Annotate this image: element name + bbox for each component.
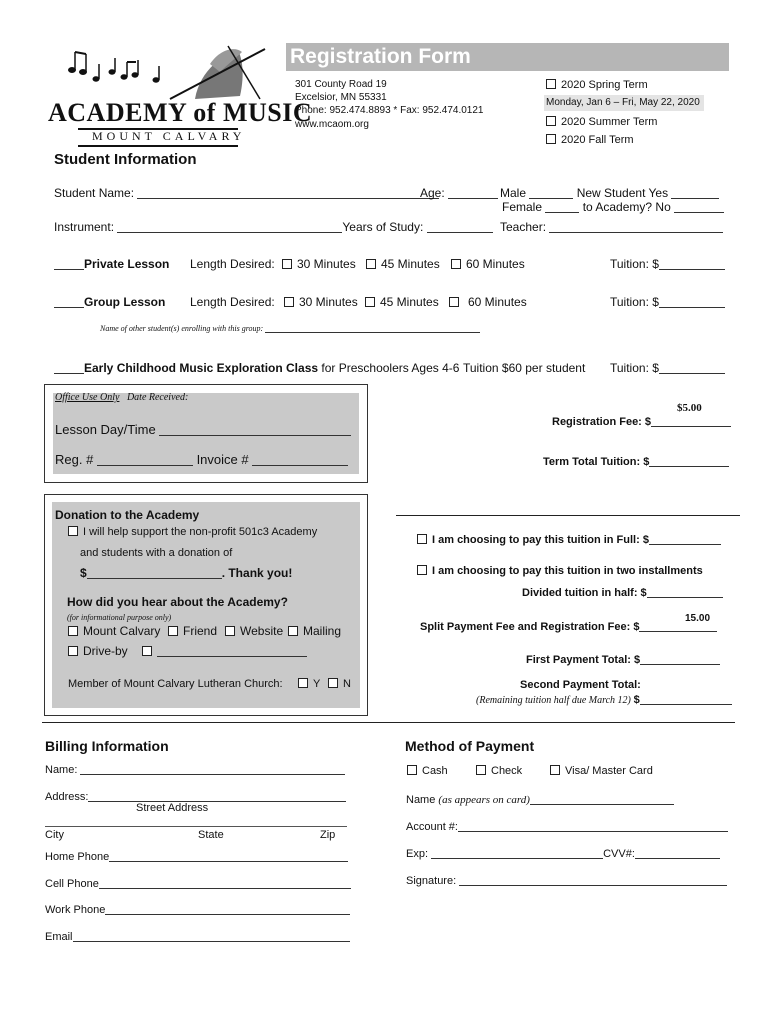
- work-phone-label: Work Phone: [45, 904, 106, 916]
- registration-fee-value: $5.00: [677, 402, 702, 414]
- group-note: Name of other student(s) enrolling with this group:: [100, 324, 264, 333]
- checkbox-icon[interactable]: [288, 626, 298, 636]
- instrument-field[interactable]: [117, 220, 342, 233]
- checkbox-icon[interactable]: [366, 259, 376, 269]
- second-payment-dollar: $: [633, 694, 640, 706]
- donation-thanks: . Thank you!: [221, 566, 293, 580]
- teacher-field[interactable]: [549, 220, 723, 233]
- zip-caption: Zip: [320, 829, 336, 841]
- pay-full-option[interactable]: I am choosing to pay this tuition in Full: $: [417, 532, 721, 546]
- invoice-field[interactable]: [252, 453, 348, 466]
- registration-fee-row: Registration Fee: $: [552, 414, 731, 428]
- split-fee-field[interactable]: [639, 619, 717, 632]
- group-students-field[interactable]: [265, 324, 480, 333]
- hear-note: (for informational purpose only): [67, 613, 172, 622]
- card-name-note: (as appears on card): [438, 794, 530, 806]
- hear-mailing-option[interactable]: Mailing: [288, 624, 341, 638]
- card-name-field[interactable]: [530, 792, 674, 805]
- to-academy-label: to Academy?: [582, 200, 653, 214]
- method-title: Method of Payment: [405, 738, 535, 754]
- private-tuition-row: Tuition: $: [610, 257, 725, 271]
- city-caption: City: [45, 829, 64, 841]
- cell-phone-label: Cell Phone: [45, 878, 99, 890]
- checkbox-icon[interactable]: [417, 565, 427, 575]
- checkbox-icon[interactable]: [328, 678, 338, 688]
- term-fall-option[interactable]: 2020 Fall Term: [546, 134, 634, 146]
- billing-title: Billing Information: [45, 738, 169, 754]
- church-no-option[interactable]: N: [328, 678, 351, 690]
- second-payment-label: Second Payment Total:: [520, 679, 641, 691]
- group-tuition-row: Tuition: $: [610, 295, 725, 309]
- email-label: Email: [45, 931, 73, 943]
- group-lesson-field[interactable]: [54, 295, 84, 308]
- cell-phone-field[interactable]: [99, 876, 351, 889]
- check-option[interactable]: Check: [476, 765, 522, 777]
- church-yes-option[interactable]: Y: [298, 678, 320, 690]
- phone-fax: Phone: 952.474.8893 * Fax: 952.474.0121: [295, 105, 484, 116]
- checkbox-icon[interactable]: [546, 79, 556, 89]
- hear-friend-option[interactable]: Friend: [168, 624, 217, 638]
- exp-field[interactable]: [431, 846, 603, 859]
- billing-name-label: Name:: [45, 764, 78, 776]
- signature-field[interactable]: [459, 873, 727, 886]
- pay-installments-option[interactable]: I am choosing to pay this tuition in two installments: [417, 565, 703, 577]
- term-total-field[interactable]: [649, 454, 729, 467]
- group-60-option[interactable]: 60 Minutes: [449, 295, 527, 309]
- group-45-option[interactable]: 45 Minutes: [365, 295, 439, 309]
- address-line2: Excelsior, MN 55331: [295, 92, 387, 103]
- work-phone-field[interactable]: [105, 902, 350, 915]
- email-field[interactable]: [73, 929, 350, 942]
- split-fee-value: 15.00: [685, 613, 711, 624]
- first-payment-field[interactable]: [640, 652, 720, 665]
- new-student-no-field[interactable]: [674, 200, 724, 213]
- split-fee-row: Split Payment Fee and Registration Fee: $: [420, 619, 717, 633]
- checkbox-icon[interactable]: [142, 646, 152, 656]
- term-summer-option[interactable]: 2020 Summer Term: [546, 116, 657, 128]
- office-use-label: Office Use Only: [55, 392, 120, 403]
- hear-other-option[interactable]: [142, 644, 307, 658]
- cash-option[interactable]: Cash: [407, 765, 448, 777]
- divided-tuition-row: Divided tuition in half: $: [522, 585, 723, 599]
- checkbox-icon[interactable]: [68, 526, 78, 536]
- second-payment-field[interactable]: [640, 692, 732, 705]
- checkbox-icon[interactable]: [225, 626, 235, 636]
- exp-label: Exp:: [406, 848, 429, 860]
- male-label: Male: [500, 186, 527, 200]
- early-childhood-field[interactable]: [54, 361, 84, 374]
- group-length-label: Length Desired:: [190, 295, 275, 309]
- checkbox-icon[interactable]: [550, 765, 560, 775]
- first-payment-row: First Payment Total: $: [526, 652, 720, 666]
- early-tuition-field[interactable]: [659, 361, 725, 374]
- checkbox-icon[interactable]: [407, 765, 417, 775]
- divider-line: [396, 515, 740, 516]
- lesson-day-label: Lesson Day/Time: [55, 422, 156, 437]
- age-field[interactable]: [448, 186, 498, 199]
- billing-name-field[interactable]: [80, 762, 345, 775]
- checkbox-icon[interactable]: [298, 678, 308, 688]
- account-label: Account #:: [406, 821, 458, 833]
- no-label: No: [655, 200, 671, 214]
- second-payment-note: (Remaining tuition half due March 12): [476, 695, 631, 706]
- new-student-yes-field[interactable]: [671, 186, 719, 199]
- address-line1: 301 County Road 19: [295, 79, 387, 90]
- years-field[interactable]: [427, 220, 493, 233]
- hear-driveby-option[interactable]: Drive-by: [68, 644, 128, 658]
- new-student-label: New Student Yes: [576, 186, 669, 200]
- account-field[interactable]: [458, 819, 728, 832]
- logo-name: ACADEMY of MUSIC: [48, 98, 313, 127]
- hear-other-field[interactable]: [157, 644, 307, 657]
- years-label: Years of Study:: [342, 220, 424, 234]
- female-field[interactable]: [545, 200, 579, 213]
- section-divider: [42, 722, 735, 723]
- pay-full-field[interactable]: [649, 532, 721, 545]
- group-tuition-field[interactable]: [659, 295, 725, 308]
- section-title-student: Student Information: [54, 151, 197, 168]
- private-length-label: Length Desired:: [190, 257, 275, 271]
- private-30-option[interactable]: 30 Minutes: [282, 257, 356, 271]
- term-spring-option[interactable]: 2020 Spring Term: [546, 79, 648, 91]
- lesson-day-field[interactable]: [159, 423, 351, 436]
- donation-pledge-option[interactable]: I will help support the non-profit 501c3 Academy: [68, 526, 317, 538]
- group-30-option[interactable]: 30 Minutes: [284, 295, 358, 309]
- checkbox-icon[interactable]: [68, 626, 78, 636]
- early-tuition-note: Tuition $60 per student: [463, 361, 586, 375]
- home-phone-label: Home Phone: [45, 851, 110, 863]
- logo-sub: MOUNT CALVARY: [92, 129, 246, 143]
- billing-address-label: Address:: [45, 791, 89, 803]
- divided-tuition-field[interactable]: [647, 585, 723, 598]
- card-name-label: Name: [406, 794, 436, 806]
- private-lesson-row: Private Lesson: [54, 257, 169, 271]
- checkbox-icon[interactable]: [476, 765, 486, 775]
- early-tuition-row: Tuition: $: [610, 361, 725, 375]
- student-name-row: Student Name:: [54, 186, 439, 200]
- donation-title: Donation to the Academy: [55, 508, 200, 522]
- checkbox-icon[interactable]: [68, 646, 78, 656]
- checkbox-icon[interactable]: [282, 259, 292, 269]
- billing-address-field[interactable]: [88, 789, 346, 802]
- reg-number-label: Reg. #: [55, 452, 94, 467]
- private-lesson-field[interactable]: [54, 257, 84, 270]
- male-field[interactable]: [529, 186, 573, 199]
- checkbox-icon[interactable]: [417, 534, 427, 544]
- street-address-caption: Street Address: [136, 802, 209, 814]
- page-title: Registration Form: [286, 43, 729, 71]
- early-childhood-row: Early Childhood Music Exploration Class for Preschoolers Ages 4-6: [54, 361, 459, 375]
- checkbox-icon[interactable]: [168, 626, 178, 636]
- registration-fee-field[interactable]: [651, 414, 731, 427]
- card-option[interactable]: Visa/ Master Card: [550, 765, 653, 777]
- group-lesson-row: Group Lesson: [54, 295, 165, 309]
- term-dates: Monday, Jan 6 – Fri, May 22, 2020: [544, 95, 704, 111]
- donation-dollar: $: [80, 566, 87, 580]
- age-row: Age:: [420, 186, 498, 200]
- private-tuition-field[interactable]: [659, 257, 725, 270]
- checkbox-icon[interactable]: [546, 116, 556, 126]
- church-member-label: Member of Mount Calvary Lutheran Church:: [68, 678, 283, 690]
- reg-number-field[interactable]: [97, 453, 193, 466]
- cvv-field[interactable]: [635, 846, 720, 859]
- signature-label: Signature:: [406, 875, 457, 887]
- date-received-label: Date Received:: [126, 392, 189, 403]
- teacher-label: Teacher:: [500, 220, 547, 234]
- term-total-row: Term Total Tuition: $: [543, 454, 729, 468]
- female-label: Female: [502, 200, 543, 214]
- cvv-label: CVV#:: [603, 848, 635, 860]
- private-45-option[interactable]: 45 Minutes: [366, 257, 440, 271]
- state-caption: State: [198, 829, 224, 841]
- city-line[interactable]: [45, 826, 347, 827]
- instrument-label: Instrument:: [54, 220, 115, 234]
- checkbox-icon[interactable]: [365, 297, 375, 307]
- website: www.mcaom.org: [295, 119, 369, 130]
- checkbox-icon[interactable]: [449, 297, 459, 307]
- checkbox-icon[interactable]: [451, 259, 461, 269]
- home-phone-field[interactable]: [109, 849, 348, 862]
- hear-title: How did you hear about the Academy?: [67, 595, 288, 609]
- donation-line2: and students with a donation of: [80, 547, 233, 559]
- checkbox-icon[interactable]: [546, 134, 556, 144]
- invoice-label: Invoice #: [196, 452, 249, 467]
- private-60-option[interactable]: 60 Minutes: [451, 257, 525, 271]
- donation-amount-field[interactable]: [87, 566, 222, 579]
- hear-mount-calvary-option[interactable]: Mount Calvary: [68, 624, 160, 638]
- checkbox-icon[interactable]: [284, 297, 294, 307]
- student-name-field[interactable]: [137, 186, 439, 199]
- hear-website-option[interactable]: Website: [225, 624, 283, 638]
